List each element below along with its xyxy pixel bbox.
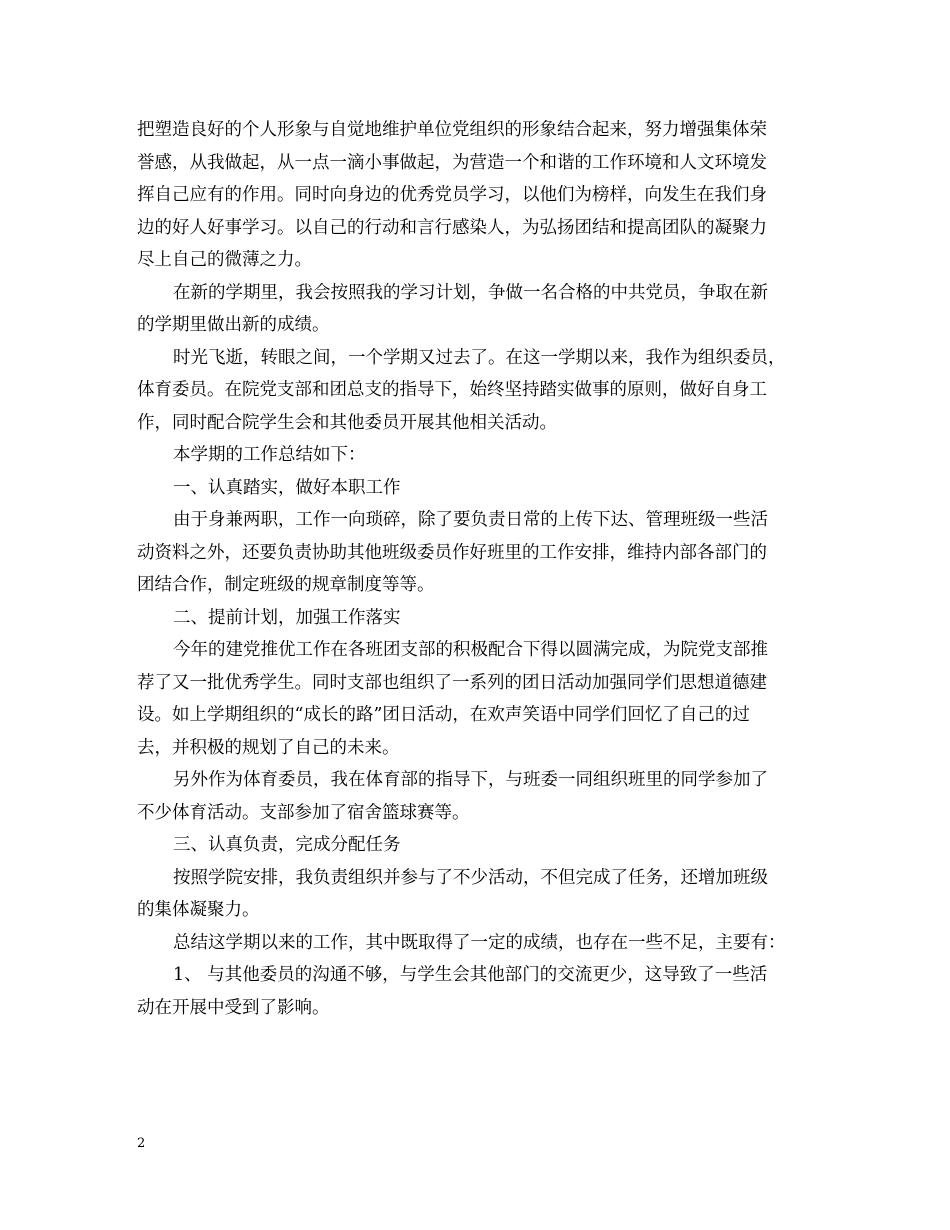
text-line: 誉感，从我做起，从一点一滴小事做起，为营造一个和谐的工作环境和人文环境发 bbox=[137, 152, 767, 173]
text-line: 由于身兼两职，工作一向琐碎，除了要负责日常的上传下达、管理班级一些活 bbox=[173, 510, 768, 530]
text-line: 动资料之外，还要负责协助其他班级委员作好班里的工作安排，维持内部各部门的 bbox=[137, 542, 767, 563]
text-line: 时光飞逝，转眼之间，一个学期又过去了。在这一学期以来，我作为组织委员， bbox=[173, 347, 786, 368]
text-line: 挥自己应有的作用。同时向身边的优秀党员学习，以他们为榜样，向发生在我们身 bbox=[137, 185, 767, 205]
text-line: 1、 与其他委员的沟通不够，与学生会其他部门的交流更少，这导致了一些活 bbox=[173, 965, 768, 985]
text-line: 动在开展中受到了影响。 bbox=[137, 997, 330, 1018]
text-line: 团结合作，制定班级的规章制度等等。 bbox=[137, 575, 435, 595]
text-line: 总结这学期以来的工作，其中既取得了一定的成绩，也存在一些不足，主要有： bbox=[173, 932, 786, 953]
text-line: 本学期的工作总结如下： bbox=[173, 445, 366, 465]
text-line: 的集体凝聚力。 bbox=[137, 900, 260, 920]
text-line: 三、认真负责，完成分配任务 bbox=[173, 835, 401, 855]
text-line: 把塑造良好的个人形象与自觉地维护单位党组织的形象结合起来，努力增强集体荣 bbox=[137, 120, 767, 140]
text-line: 设。如上学期组织的“成长的路”团日活动，在欢声笑语中同学们回忆了自己的过 bbox=[137, 705, 750, 725]
text-line: 去，并积极的规划了自己的未来。 bbox=[137, 737, 400, 758]
text-line: 荐了又一批优秀学生。同时支部也组织了一系列的团日活动加强同学们思想道德建 bbox=[137, 672, 767, 693]
text-line: 不少体育活动。支部参加了宿舍篮球赛等。 bbox=[137, 802, 470, 823]
text-line: 二、提前计划，加强工作落实 bbox=[173, 607, 401, 628]
document-body bbox=[137, 114, 827, 1024]
text-line: 在新的学期里，我会按照我的学习计划，争做一名合格的中共党员，争取在新 bbox=[173, 282, 768, 303]
text-line: 边的好人好事学习。以自己的行动和言行感染人，为弘扬团结和提高团队的凝聚力 bbox=[137, 217, 767, 238]
text-line: 另外作为体育委员，我在体育部的指导下，与班委一同组织班里的同学参加了 bbox=[173, 770, 768, 790]
text-line: 的学期里做出新的成绩。 bbox=[137, 315, 330, 335]
text-line: 作，同时配合院学生会和其他委员开展其他相关活动。 bbox=[137, 412, 557, 433]
text-line: 尽上自己的微薄之力。 bbox=[137, 250, 312, 270]
page-number: 2 bbox=[137, 1136, 146, 1151]
text-line: 今年的建党推优工作在各班团支部的积极配合下得以圆满完成，为院党支部推 bbox=[173, 640, 768, 660]
text-line: 一、认真踏实，做好本职工作 bbox=[173, 477, 401, 498]
text-line: 按照学院安排，我负责组织并参与了不少活动，不但完成了任务，还增加班级 bbox=[173, 867, 768, 888]
text-line: 体育委员。在院党支部和团总支的指导下，始终坚持踏实做事的原则，做好自身工 bbox=[137, 380, 767, 400]
